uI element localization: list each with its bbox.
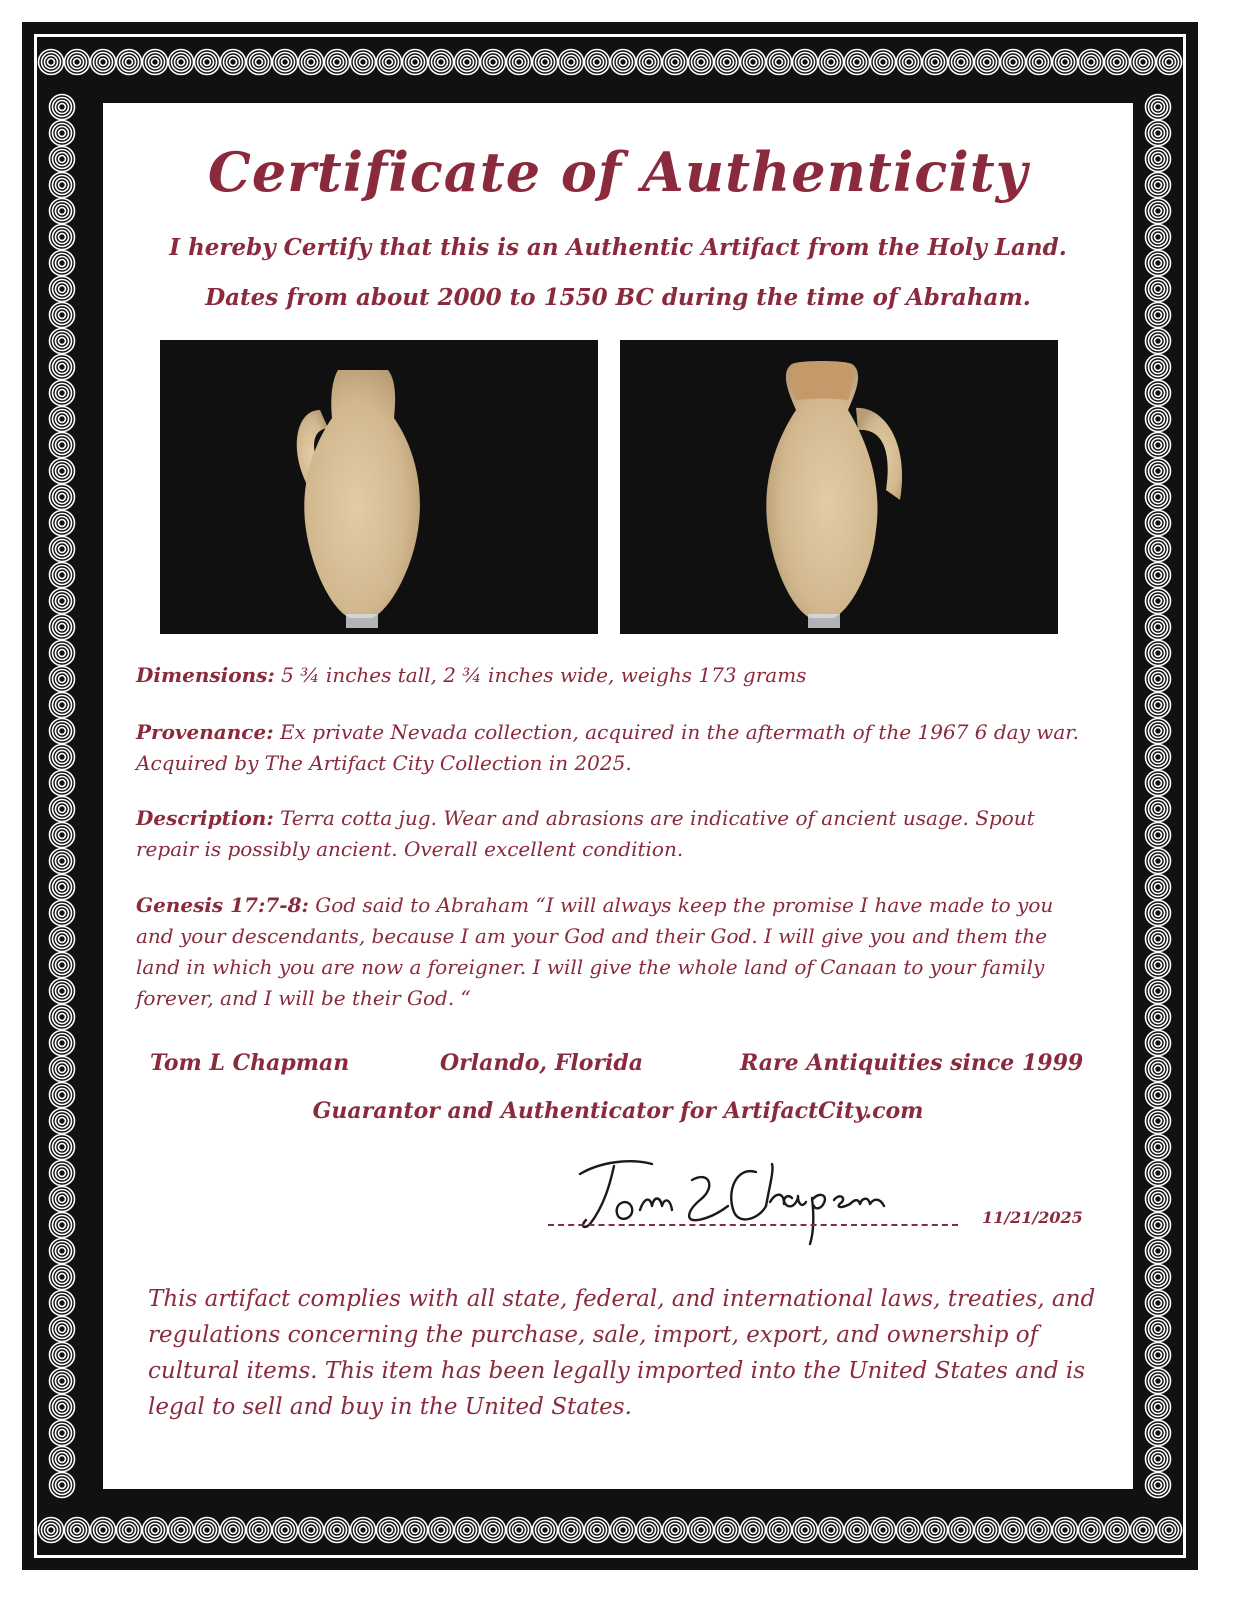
signature-line [548,1224,958,1226]
handwritten-signature [560,1140,900,1254]
dimensions-label: Dimensions: [136,663,275,687]
authenticator-name: Tom L Chapman [150,1050,350,1076]
description-label: Description: [136,806,274,830]
provenance-section [136,717,1096,779]
genesis-text: God said to Abraham “I will always keep the promise I have made to you and your descendants, because I am your God and their God. I will give you and them the land in which you are now a foreigner. I will give the whole land of Canaan to your family forever, and I will be their God. “ [136,893,1054,1010]
date-statement: Dates from about 2000 to 1550 BC during the time of Abraham. [205,284,1031,311]
business-since: Rare Antiquities since 1999 [740,1050,1084,1076]
legal-compliance-statement: This artifact complies with all state, federal, and international laws, treaties, and regulations concerning the purchase, sale, import, export, and ownership of cultural items. This item has been legally imported into the United States and is legal to sell and buy in the United States. [148,1286,1096,1420]
description-text: Terra cotta jug. Wear and abrasions are indicative of ancient usage. Spout repair is possibly ancient. Overall excellent condition. [136,806,1035,861]
genesis-section [136,890,1096,1014]
provenance-text: Ex private Nevada collection, acquired in the aftermath of the 1967 6 day war. Acquired by The Artifact City Collection in 2025. [136,720,1080,775]
certificate-title: Certificate of Authenticity [207,140,1029,204]
dimensions-text: 5 ¾ inches tall, 2 ¾ inches wide, weighs 173 grams [274,663,807,687]
certify-statement: I hereby Certify that this is an Authentic Artifact from the Holy Land. [169,234,1067,261]
genesis-label: Genesis 17:7-8: [136,893,309,917]
signature-date: 11/21/2025 [982,1208,1083,1227]
ring-border-bottom [34,1500,1186,1560]
artifact-photo-left [160,340,598,634]
ring-border-top [34,32,1186,92]
provenance-label: Provenance: [136,720,274,744]
description-section [136,803,1096,865]
guarantor-line: Guarantor and Authenticator for ArtifactCity.com [312,1098,924,1124]
dimensions-section [136,660,1096,691]
authenticator-location: Orlando, Florida [440,1050,643,1076]
artifact-photo-right [620,340,1058,634]
